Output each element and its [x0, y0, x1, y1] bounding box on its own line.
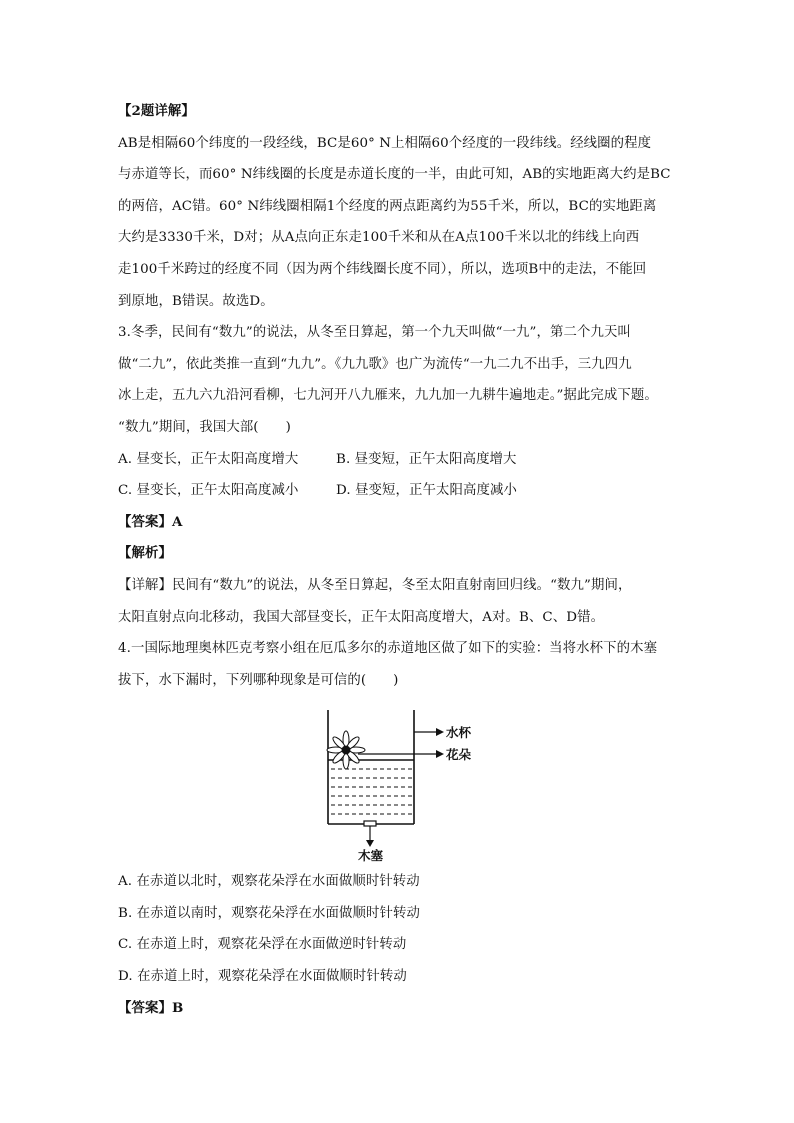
q4-option-a: A. 在赤道以北时，观察花朵浮在水面做顺时针转动 — [118, 874, 420, 890]
q3-option-d: D. 昼变短，正午太阳高度减小 — [336, 483, 517, 499]
cup-label-arrowhead — [436, 728, 444, 736]
q3-options-row-1 — [118, 444, 678, 476]
q2-body-line: 走100千米跨过的经度不同（因为两个纬线圈长度不同），所以，选项B中的走法，不能回 — [118, 261, 647, 277]
q4-stem-line: 拔下，水下漏时，下列哪种现象是可信的( ) — [118, 672, 399, 688]
q3-answer: 【答案】A — [118, 513, 183, 530]
q3-options-row-2 — [118, 475, 678, 507]
q3-option-b: B. 昼变短，正午太阳高度增大 — [336, 451, 517, 467]
q2-body-line: 与赤道等长，而60° N纬线圈的长度是赤道长度的一半，由此可知，AB的实地距离大约是BC — [118, 167, 671, 183]
q3-option-a: A. 昼变长，正午太阳高度增大 — [118, 451, 299, 467]
cork-icon — [364, 821, 376, 826]
q2-detail-header: 【2题详解】 — [118, 103, 195, 119]
q3-stem-line: 做“二九”，依此类推一直到“九九”。《九九歌》也广为流传“一九二九不出手，三九四九 — [118, 356, 632, 372]
page-content — [118, 96, 678, 1024]
q2-body-line: AB是相隔60个纬度的一段经线，BC是60° N上相隔60个经度的一段纬线。经线圈的程度 — [118, 135, 652, 151]
water-lines — [331, 769, 412, 814]
q3-analysis-header: 【解析】 — [118, 545, 172, 562]
q3-stem-line: 3.冬季，民间有“数九”的说法，从冬至日算起，第一个九天叫做“一九”，第二个九天叫 — [118, 325, 631, 341]
label-cup: 水杯 — [446, 725, 472, 741]
q3-analysis-line: 【详解】民间有“数九”的说法，从冬至日算起，冬至太阳直射南回归线。“数九”期间， — [118, 577, 632, 593]
q4-answer: 【答案】B — [118, 999, 184, 1016]
q4-option-b: B. 在赤道以南时，观察花朵浮在水面做顺时针转动 — [118, 905, 420, 921]
q4-stem-line: 4.一国际地理奥林匹克考察小组在厄瓜多尔的赤道地区做了如下的实验：当将水杯下的木塞 — [118, 641, 658, 657]
label-flower: 花朵 — [446, 747, 472, 763]
q3-option-c: C. 昼变长，正午太阳高度减小 — [118, 483, 299, 499]
flower-icon — [327, 731, 365, 769]
q3-analysis-line: 太阳直射点向北移动，我国大部昼变长，正午太阳高度增大，A对。B、C、D错。 — [118, 609, 605, 625]
q3-stem-line: 冰上走，五九六九沿河看柳，七九河开八九雁来，九九加一九耕牛遍地走。”据此完成下题。 — [118, 388, 658, 404]
q2-body-line: 大约是3330千米，D对；从A点向正东走100千米和从在A点100千米以北的纬线上向西 — [118, 230, 640, 246]
label-cork: 木塞 — [358, 848, 384, 864]
q2-body-line: 的两倍，AC错。60° N纬线圈相隔1个经度的两点距离约为55千米，所以，BC的实地距离 — [118, 198, 657, 214]
cup-experiment-figure — [118, 702, 678, 862]
q2-body-line: 到原地，B错误。故选D。 — [118, 293, 274, 309]
q4-option-d: D. 在赤道上时，观察花朵浮在水面做顺时针转动 — [118, 969, 407, 985]
flower-label-arrowhead — [436, 750, 444, 758]
q3-stem-line: “数九”期间，我国大部( ) — [118, 419, 291, 435]
q4-option-c: C. 在赤道上时，观察花朵浮在水面做逆时针转动 — [118, 937, 407, 953]
